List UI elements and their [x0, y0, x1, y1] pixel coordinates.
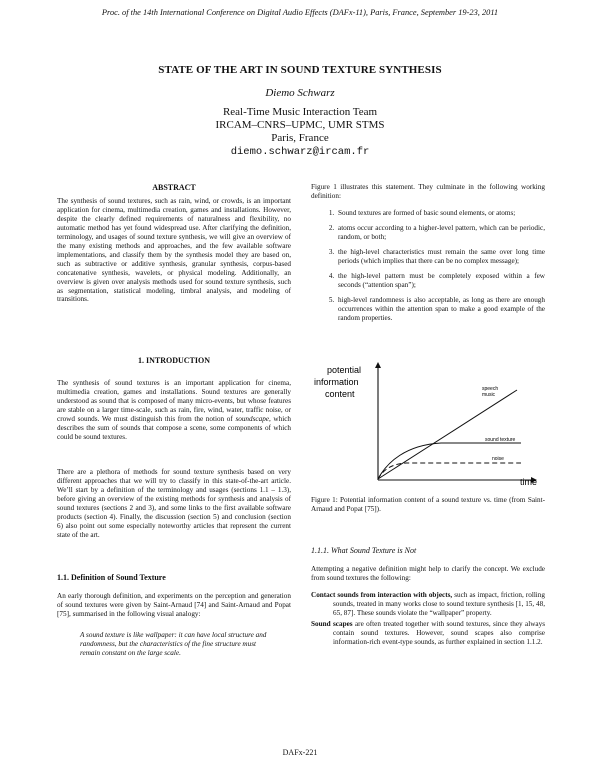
section-1-1-1-heading: 1.1.1. What Sound Texture is Not	[311, 546, 417, 555]
section-1-1-heading: 1.1. Definition of Sound Texture	[57, 573, 166, 582]
chart-xlabel: time	[520, 477, 538, 487]
figure-1-caption: Figure 1: Potential information content of a sound texture vs. time (from Saint-Arnaud and Popat [75]).	[311, 496, 545, 513]
affiliation-team: Real-Time Music Interaction Team	[222, 106, 378, 118]
running-header: Proc. of the 14th International Conference on Digital Audio Effects (DAFx-11), Paris, France, September 19-23, 2011	[101, 8, 499, 17]
paper-title: STATE OF THE ART IN SOUND TEXTURE SYNTHESIS	[158, 64, 442, 76]
list-item: Contact sounds from interaction with objects, such as impact, friction, rolling sounds, treated in many works close to sound texture synthesis [1, 15, 48, 65, 87]. These sounds violate the “wallpaper” property.	[311, 591, 545, 617]
intro-paragraph-1: The synthesis of sound textures is an important application for cinema, multimedia creation, games and installations. Sound textures are generally understood as sound that is composed of many micro-events, but whose features are stable on a larger time-scale, such as rain, fire, wind, water, traffic noise, or crowd sounds. We must distinguish this from the notion of soundscape, which describes the sum of sounds that compose a scene, some components of which could be sound textures.	[57, 379, 291, 441]
definition-paragraph: An early thorough definition, and experiments on the perception and generation of sound textures were given by Saint-Arnaud [74] and Saint-Arnaud and Popat [75], summarised in the following visual analogy:	[57, 592, 291, 618]
author-email: diemo.schwarz@ircam.fr	[230, 146, 370, 158]
chart-ylabel-line-2: information	[314, 377, 359, 387]
list-item: 2. atoms occur according to a higher-level pattern, which can be periodic, random, or both;	[336, 224, 545, 242]
list-item: 5. high-level randomness is also acceptable, as long as there are enough occurrences within the attention span to make a good example of the random properties.	[336, 296, 545, 323]
affiliation-lab: IRCAM–CNRS–UPMC, UMR STMS	[215, 119, 385, 131]
page-number: DAFx-221	[282, 748, 318, 757]
author-name: Diemo Schwarz	[265, 87, 335, 99]
wallpaper-quote: A sound texture is like wallpaper: it can have local structure and randomness, but the characteristics of the fine structure must remain constant on the large scale.	[80, 631, 267, 657]
list-item: 1. Sound textures are formed of basic sound elements, or atoms;	[336, 209, 545, 218]
chart-ylabel-line-1: potential	[327, 365, 362, 375]
chart-ylabel-line-3: content	[325, 389, 355, 399]
abstract-heading: ABSTRACT	[152, 183, 196, 192]
series-speech-music-line	[378, 390, 517, 479]
working-definition-list	[311, 209, 545, 323]
exclusion-list	[311, 591, 545, 647]
intro-heading: 1. INTRODUCTION	[137, 356, 210, 365]
affiliation-city: Paris, France	[271, 132, 329, 144]
figure-1-chart	[311, 362, 545, 490]
list-item: Sound scapes are often treated together with sound textures, since they always contain sound textures. However, sound scapes also comprise information-rich event-type sounds, as further explained in section 1.1.2.	[311, 619, 545, 646]
series-label-noise: noise	[492, 456, 504, 462]
list-item: 3. the high-level characteristics must remain the same over long time periods (which implies that there can be no complex message);	[336, 248, 545, 266]
figure-lead-paragraph: Figure 1 illustrates this statement. They culminate in the following working definition:	[311, 183, 545, 200]
negative-definition-paragraph: Attempting a negative definition might help to clarify the concept. We exclude from sound textures the following:	[311, 565, 545, 582]
abstract-text: The synthesis of sound textures, such as rain, wind, or crowds, is an important application for cinema, multimedia creation, games and installations. However, despite the clearly defined requirements of naturalness and flexibility, no automatic method has yet found widespread use. After clarifying the definition, terminology, and usages of sound texture synthesis, we will give an overview of the many existing methods and approaches, and the few available software implementations, and classify them by the synthesis model they are based on, such as subtractive or additive synthesis, granular synthesis, corpus-based concatenative synthesis, wavelets, or physical modeling. Additionally, an overview is given over analysis methods used for sound texture synthesis, such as segmentation, statistical modeling, timbral analysis, and modeling of transitions.	[57, 197, 291, 304]
intro-paragraph-2: There are a plethora of methods for sound texture synthesis based on very different approaches that we will try to classify in this state-of-the-art article. We’ll start by a definition of the terminology and usages (sections 1.1 – 1.3), before giving an overview of the existing methods for synthesis and analysis of sound textures (sections 2 and 3), and some links to the first available software products (section 4). Finally, the discussion (section 5) and conclusion (section 6) also point out some especially noteworthy articles that represent the current state of the art.	[57, 468, 291, 539]
series-label-speech-music: speech music	[482, 386, 499, 398]
series-label-sound-texture: sound texture	[485, 437, 516, 443]
list-item: 4. the high-level pattern must be completely exposed within a few seconds (“attention span”);	[336, 272, 545, 290]
chart-y-arrow	[375, 362, 381, 368]
